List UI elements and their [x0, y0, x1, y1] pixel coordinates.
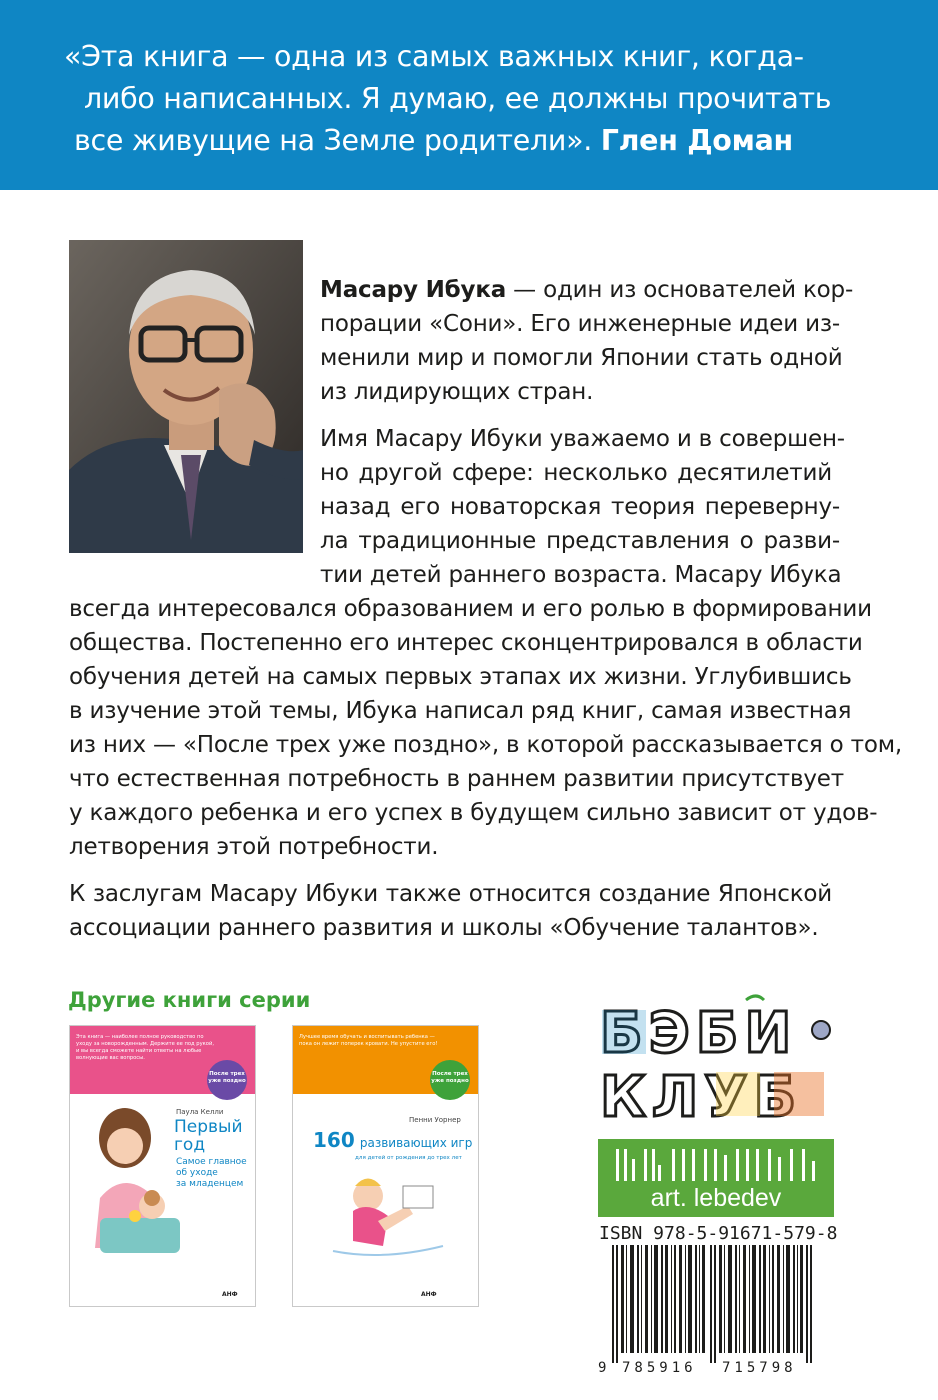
logo-letter-tint — [602, 1010, 646, 1054]
ufo-icon — [812, 1021, 830, 1039]
bio-p2-line: но другой сфере: несколько десятилетий — [320, 460, 832, 486]
bio-p1-line: из лидирующих стран. — [320, 379, 594, 405]
child-play-illustration — [323, 1166, 453, 1266]
logo-line-1: БЭБИ — [600, 1001, 798, 1066]
book-title — [313, 1128, 472, 1152]
ean-group-2: 715798 — [722, 1360, 797, 1376]
quote-line-1: «Эта книга — одна из самых важных книг, когда- — [64, 40, 804, 73]
book-cover-160-games — [292, 1025, 479, 1307]
logo-letter-tint — [774, 1072, 824, 1116]
ean-group-1: 785916 — [622, 1360, 697, 1376]
bio-first-line-rest: — один из основателей кор- — [506, 277, 854, 303]
quote-author: Глен Доман — [600, 124, 793, 157]
book-cover-first-year — [69, 1025, 256, 1307]
bio-p2-wide-line: обучения детей на самых первых этапах их жизни. Углубившись — [69, 664, 852, 690]
bio-p2-wide-line: общества. Постепенно его интерес сконцентрировался в области — [69, 630, 863, 656]
bio-p2-wide-line: у каждого ребенка и его успех в будущем сильно зависит от удов- — [69, 800, 878, 826]
bio-name: Масару Ибука — [320, 277, 507, 303]
book-author: Пенни Уорнер — [409, 1116, 461, 1124]
bio-p3-line: ассоциации раннего развития и школы «Обучение талантов». — [69, 915, 819, 941]
quote-line-2: либо написанных. Я думаю, ее должны прочитать — [84, 82, 832, 115]
bio-p2-line: назад его новаторская теория переверну- — [320, 494, 840, 520]
book-title-number: 160 — [313, 1128, 355, 1152]
quote-line-3 — [74, 124, 914, 157]
bio-p2-wide-line: в изучение этой темы, Ибука написал ряд книг, самая известная — [69, 698, 852, 724]
baby-club-logo — [596, 992, 836, 1122]
book-subtitle-line: за младенцем — [176, 1179, 244, 1189]
bio-p2-wide-line: из них — «После трех уже поздно», в которой рассказывается о том, — [69, 732, 902, 758]
bio-line-1 — [320, 277, 854, 303]
logo-line-2: КЛУБ — [600, 1065, 803, 1122]
book-blurb: Эта книга — наиболее полное руководство по уходу за новорожденным. Держите ее под рукой, и вы всегда сможете найти ответы на любые волнующие вас вопросы. — [76, 1034, 214, 1061]
quote-line-3-text: все живущие на Земле родители». — [74, 124, 592, 157]
book-title-rest: развивающих игр — [359, 1136, 473, 1150]
quote-banner — [0, 0, 938, 190]
book-subtitle-line: Самое главное — [176, 1157, 247, 1167]
bio-p2-wide-line: всегда интересовался образованием и его ролью в формировании — [69, 596, 872, 622]
series-badge: После трех уже поздно — [430, 1060, 470, 1100]
book-author: Паула Келли — [176, 1108, 224, 1116]
publisher-logo: АНФ — [222, 1291, 238, 1298]
book-title-line: год — [174, 1135, 206, 1155]
bio-p3-line: К заслугам Масару Ибуки также относится создание Японской — [69, 881, 832, 907]
publisher-logo: АНФ — [421, 1291, 437, 1298]
signal-icon — [746, 996, 764, 1000]
mother-baby-illustration — [80, 1098, 190, 1263]
bio-p2-wide-line: что естественная потребность в раннем развитии присутствует — [69, 766, 844, 792]
bio-p2-line: Имя Масару Ибуки уважаемо и в совершен- — [320, 426, 845, 452]
bio-p2-line: тии детей раннего возраста. Масару Ибука — [320, 562, 842, 588]
author-portrait — [69, 240, 303, 553]
series-title: Другие книги серии — [68, 988, 311, 1012]
lebedev-stripes — [612, 1145, 822, 1185]
book-subtitle: для детей от рождения до трех лет — [355, 1155, 462, 1161]
bio-p2-line: ла традиционные представления о разви- — [320, 528, 840, 554]
bio-p1-line: порации «Сони». Его инженерные идеи из- — [320, 311, 840, 337]
logo-letter-tint — [716, 1072, 760, 1116]
art-lebedev-logo — [598, 1139, 834, 1217]
lebedev-text: art. lebedev — [650, 1184, 782, 1212]
book-title-line: Первый — [174, 1117, 243, 1137]
book-blurb: Лучшее время обучать и воспитывать ребенка — пока он лежит поперек кровати. Не упустите его! — [299, 1034, 438, 1047]
bio-p1-line: менили мир и помогли Японии стать одной — [320, 345, 843, 371]
ean-first-digit: 9 — [598, 1360, 611, 1376]
isbn-label: ISBN 978-5-91671-579-8 — [599, 1223, 838, 1244]
book-subtitle-line: об уходе — [176, 1168, 218, 1178]
series-badge: После трех уже поздно — [207, 1060, 247, 1100]
barcode — [598, 1245, 836, 1363]
bio-p2-wide-line: летворения этой потребности. — [69, 834, 439, 860]
